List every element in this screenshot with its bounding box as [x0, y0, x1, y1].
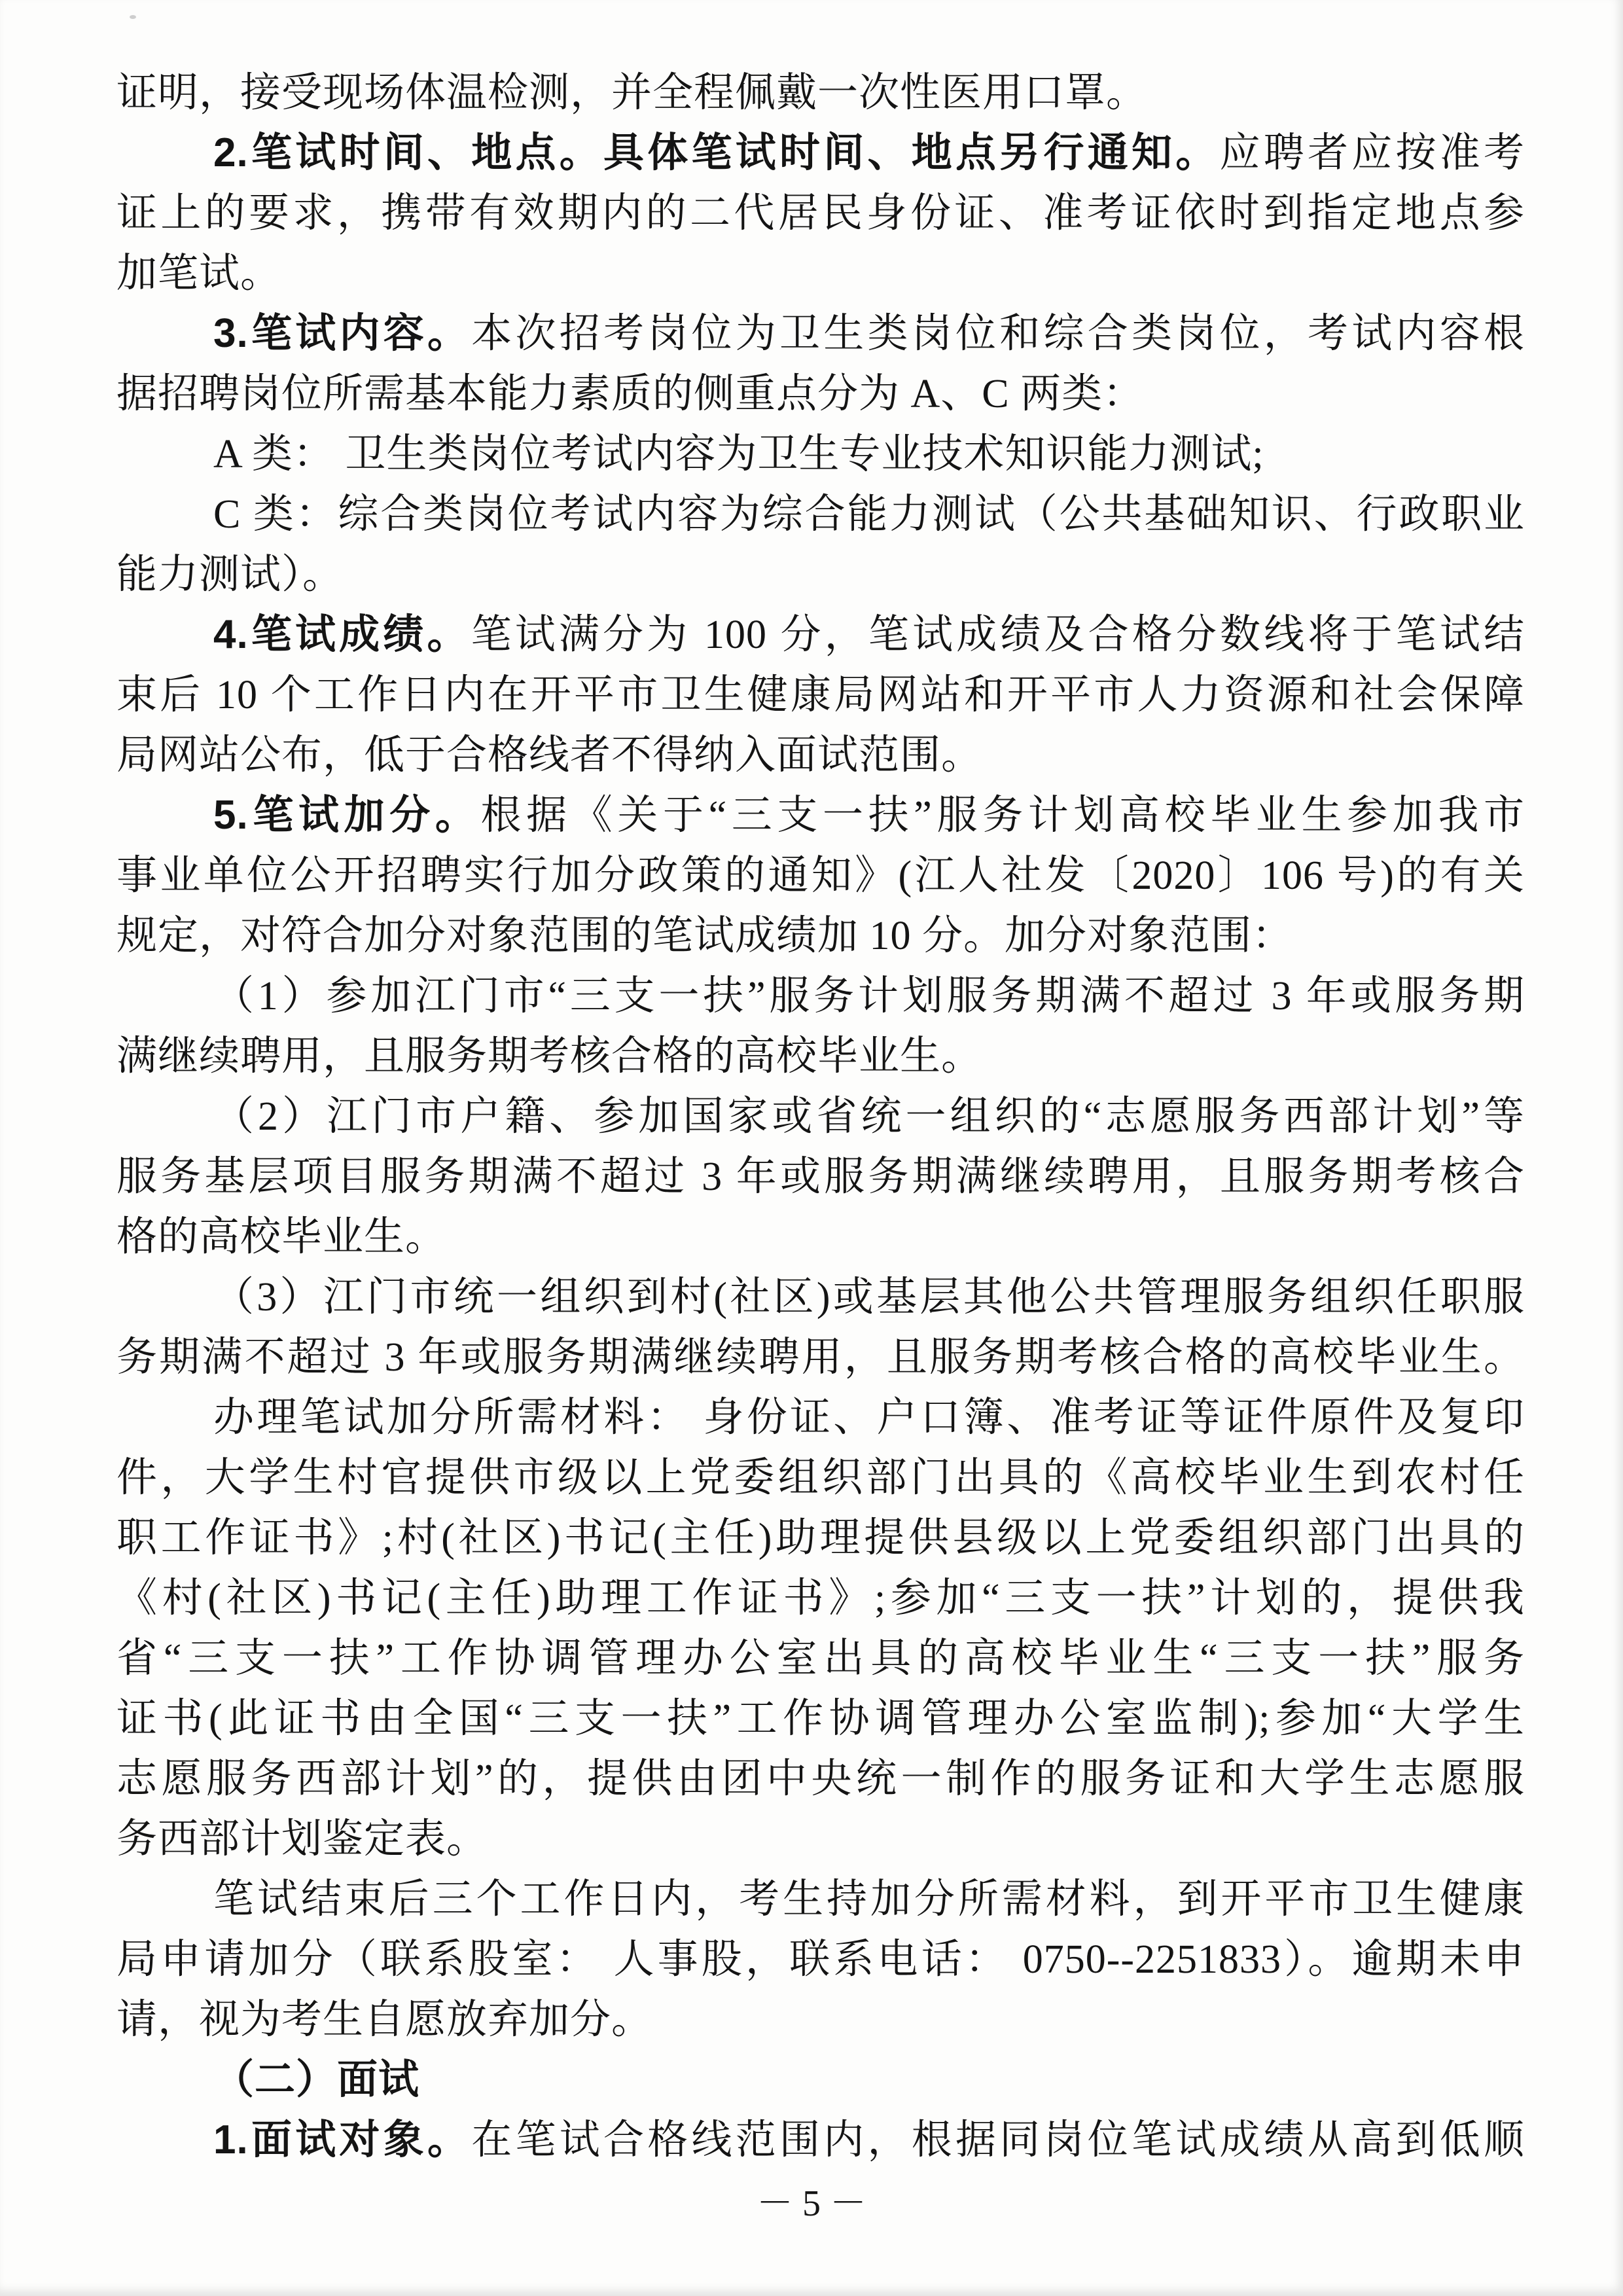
text-segment: 笔试满分为 100 分，笔试成绩及合格分数线将于笔试结 — [471, 613, 1525, 657]
document-body — [116, 63, 1525, 2170]
text-segment: 在笔试合格线范围内，根据同岗位笔试成绩从高到低顺 — [471, 2118, 1525, 2162]
text-segment: 能力测试）。 — [116, 552, 344, 597]
text-line — [116, 1929, 1525, 1990]
text-line — [116, 123, 1525, 183]
text-segment: 束后 10 个工作日内在开平市卫生健康局网站和开平市人力资源和社会保障 — [116, 673, 1525, 717]
text-segment: A 类： 卫生类岗位考试内容为卫生专业技术知识能力测试; — [213, 432, 1264, 476]
text-segment: 局网站公布，低于合格线者不得纳入面试范围。 — [116, 733, 983, 778]
text-segment: 省“三支一扶”工作协调管理办公室出具的高校毕业生“三支一扶”服务 — [116, 1636, 1525, 1681]
heading-segment: （二）面试 — [213, 2057, 420, 2102]
text-segment: 职工作证书》;村(社区)书记(主任)助理提供县级以上党委组织部门出具的 — [116, 1516, 1525, 1560]
text-line — [116, 605, 1525, 665]
text-line — [116, 1147, 1525, 1207]
text-segment: （2）江门市户籍、参加国家或省统一组织的“志愿服务西部计划”等 — [213, 1094, 1525, 1139]
text-line — [116, 785, 1525, 846]
text-segment: 加笔试。 — [116, 251, 282, 296]
text-line — [116, 906, 1525, 966]
text-line — [116, 725, 1525, 785]
text-segment: （3）江门市统一组织到村(社区)或基层其他公共管理服务组织任职服 — [213, 1275, 1525, 1319]
text-line — [116, 2050, 1525, 2110]
text-segment: 应聘者应按准考 — [1219, 131, 1525, 175]
text-line — [116, 243, 1525, 304]
text-segment: 局申请加分（联系股室： 人事股，联系电话： 0750--2251833）。逾期未申 — [116, 1937, 1525, 1982]
text-line — [116, 1207, 1525, 1267]
text-line — [116, 424, 1525, 484]
text-segment: 证书(此证书由全国“三支一扶”工作协调管理办公室监制);参加“大学生 — [116, 1696, 1525, 1741]
text-segment: C 类：综合类岗位考试内容为综合能力测试（公共基础知识、行政职业 — [213, 492, 1525, 537]
text-line — [116, 2110, 1525, 2170]
text-line — [116, 1086, 1525, 1147]
heading-segment: 5.笔试加分。 — [213, 793, 481, 838]
heading-segment: 4.笔试成绩。 — [213, 612, 471, 657]
heading-segment: 1.面试对象。 — [213, 2117, 472, 2162]
text-line — [116, 1448, 1525, 1508]
text-segment: 规定，对符合加分对象范围的笔试成绩加 10 分。加分对象范围： — [116, 914, 1294, 958]
heading-segment: 2.笔试时间、地点。具体笔试时间、地点另行通知。 — [213, 130, 1220, 175]
text-segment: 服务基层项目服务期满不超过 3 年或服务期满继续聘用，且服务期考核合 — [116, 1155, 1525, 1199]
scan-speck — [130, 15, 136, 19]
text-line — [116, 1809, 1525, 1869]
text-line — [116, 1689, 1525, 1749]
text-line — [116, 1026, 1525, 1086]
text-segment: 格的高校毕业生。 — [116, 1215, 447, 1259]
text-line — [116, 364, 1525, 424]
text-line — [116, 966, 1525, 1026]
text-segment: 务期满不超过 3 年或服务期满继续聘用，且服务期考核合格的高校毕业生。 — [116, 1335, 1525, 1380]
text-segment: 根据《关于“三支一扶”服务计划高校毕业生参加我市 — [480, 793, 1525, 838]
text-line — [116, 63, 1525, 123]
text-line — [116, 1990, 1525, 2050]
text-segment: 本次招考岗位为卫生类岗位和综合类岗位，考试内容根 — [471, 312, 1525, 356]
text-line — [116, 183, 1525, 243]
text-line — [116, 1267, 1525, 1327]
text-line — [116, 846, 1525, 906]
text-line — [116, 1508, 1525, 1568]
text-line — [116, 665, 1525, 725]
text-line — [116, 1327, 1525, 1388]
text-line — [116, 1869, 1525, 1929]
text-line — [116, 304, 1525, 364]
text-line — [116, 484, 1525, 545]
text-segment: 办理笔试加分所需材料： 身份证、户口簿、准考证等证件原件及复印 — [213, 1395, 1525, 1440]
text-segment: 据招聘岗位所需基本能力素质的侧重点分为 A、C 两类： — [116, 372, 1145, 416]
text-line — [116, 1568, 1525, 1628]
text-segment: 志愿服务西部计划”的，提供由团中央统一制作的服务证和大学生志愿服 — [116, 1757, 1525, 1801]
text-segment: 满继续聘用，且服务期考核合格的高校毕业生。 — [116, 1034, 983, 1079]
text-segment: 件，大学生村官提供市级以上党委组织部门出具的《高校毕业生到农村任 — [116, 1456, 1525, 1500]
text-segment: 证明，接受现场体温检测，并全程佩戴一次性医用口罩。 — [116, 71, 1148, 115]
page-number: － 5 － — [757, 2183, 866, 2224]
heading-segment: 3.笔试内容。 — [213, 311, 472, 356]
text-segment: （1）参加江门市“三支一扶”服务计划服务期满不超过 3 年或服务期 — [213, 974, 1525, 1018]
text-segment: 《村(社区)书记(主任)助理工作证书》;参加“三支一扶”计划的，提供我 — [116, 1576, 1525, 1621]
text-segment: 证上的要求，携带有效期内的二代居民身份证、准考证依时到指定地点参 — [116, 191, 1525, 236]
text-line — [116, 1388, 1525, 1448]
text-segment: 务西部计划鉴定表。 — [116, 1817, 488, 1861]
text-line — [116, 1749, 1525, 1809]
text-segment: 事业单位公开招聘实行加分政策的通知》(江人社发〔2020〕106 号)的有关 — [116, 853, 1525, 898]
text-segment: 请，视为考生自愿放弃加分。 — [116, 1998, 653, 2042]
text-segment: 笔试结束后三个工作日内，考生持加分所需材料，到开平市卫生健康 — [213, 1877, 1525, 1922]
text-line — [116, 1628, 1525, 1689]
text-line — [116, 545, 1525, 605]
